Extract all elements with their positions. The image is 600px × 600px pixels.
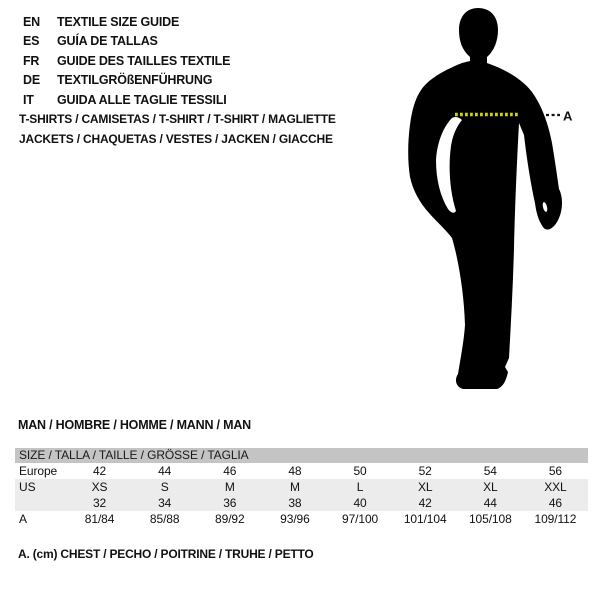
measurement-footnote: A. (cm) CHEST / PECHO / POITRINE / TRUHE / PETTO bbox=[18, 547, 314, 561]
row-label bbox=[15, 495, 67, 511]
lang-code: ES bbox=[23, 34, 40, 49]
lang-code: DE bbox=[23, 73, 40, 88]
row-label: Europe bbox=[19, 464, 58, 478]
size-cell: 109/112 bbox=[534, 512, 577, 526]
size-cell: 85/88 bbox=[149, 512, 180, 526]
section-title-man: MAN / HOMBRE / HOMME / MANN / MAN bbox=[18, 418, 251, 432]
table-row-chest bbox=[15, 511, 588, 527]
table-row-europe bbox=[15, 463, 588, 479]
size-cell: 32 bbox=[92, 496, 107, 510]
category-tshirts: T-SHIRTS / CAMISETAS / T-SHIRT / T-SHIRT / MAGLIETTE bbox=[19, 112, 336, 126]
lang-code: FR bbox=[23, 53, 40, 68]
size-cell: 101/104 bbox=[403, 512, 447, 526]
lang-label: TEXTILE SIZE GUIDE bbox=[57, 15, 180, 29]
size-cell: 40 bbox=[353, 496, 367, 510]
size-cell: 93/96 bbox=[280, 512, 310, 526]
size-cell: L bbox=[356, 480, 364, 494]
size-cell: 48 bbox=[288, 464, 302, 478]
size-cell: M bbox=[224, 480, 235, 494]
table-row-us bbox=[15, 479, 588, 495]
size-cell: XL bbox=[483, 480, 498, 494]
size-cell: 42 bbox=[92, 464, 107, 478]
lang-label: GUIDE DES TAILLES TEXTILE bbox=[57, 53, 231, 68]
size-cell: 54 bbox=[483, 464, 497, 478]
lang-code: IT bbox=[23, 92, 34, 107]
size-cell: 42 bbox=[418, 496, 432, 510]
measure-label-a: A bbox=[563, 108, 573, 124]
size-cell: XS bbox=[91, 480, 108, 494]
size-cell: XL bbox=[417, 480, 433, 494]
size-cell: XXL bbox=[544, 480, 567, 494]
size-cell: 46 bbox=[548, 496, 563, 510]
category-jackets: JACKETS / CHAQUETAS / VESTES / JACKEN / GIACCHE bbox=[19, 131, 333, 146]
size-cell: 56 bbox=[548, 464, 563, 478]
size-cell: 89/92 bbox=[215, 512, 245, 526]
lang-code: EN bbox=[23, 15, 40, 29]
lang-label: GUIDA ALLE TAGLIE TESSILI bbox=[57, 92, 227, 107]
table-header: SIZE / TALLA / TAILLE / GRÖSSE / TAGLIA bbox=[15, 448, 588, 463]
size-cell: 52 bbox=[418, 464, 432, 478]
size-cell: 46 bbox=[223, 464, 237, 478]
man-silhouette bbox=[408, 8, 562, 389]
size-cell: 50 bbox=[353, 464, 367, 478]
size-cell: M bbox=[289, 480, 300, 494]
size-cell: 44 bbox=[158, 464, 172, 478]
lang-label: TEXTILGRÖßENFÜHRUNG bbox=[57, 73, 213, 88]
size-cell: S bbox=[160, 480, 169, 494]
size-table bbox=[15, 448, 588, 527]
size-cell: 97/100 bbox=[342, 512, 379, 526]
row-label: US bbox=[19, 480, 36, 494]
row-label: A bbox=[19, 512, 27, 526]
size-cell: 36 bbox=[223, 496, 237, 510]
size-cell: 34 bbox=[158, 496, 172, 510]
size-cell: 44 bbox=[483, 496, 497, 510]
table-row-numeric bbox=[15, 495, 588, 511]
size-cell: 81/84 bbox=[84, 512, 115, 526]
lang-label: GUÍA DE TALLAS bbox=[57, 34, 158, 49]
size-cell: 105/108 bbox=[468, 512, 512, 526]
size-cell: 38 bbox=[288, 496, 302, 510]
